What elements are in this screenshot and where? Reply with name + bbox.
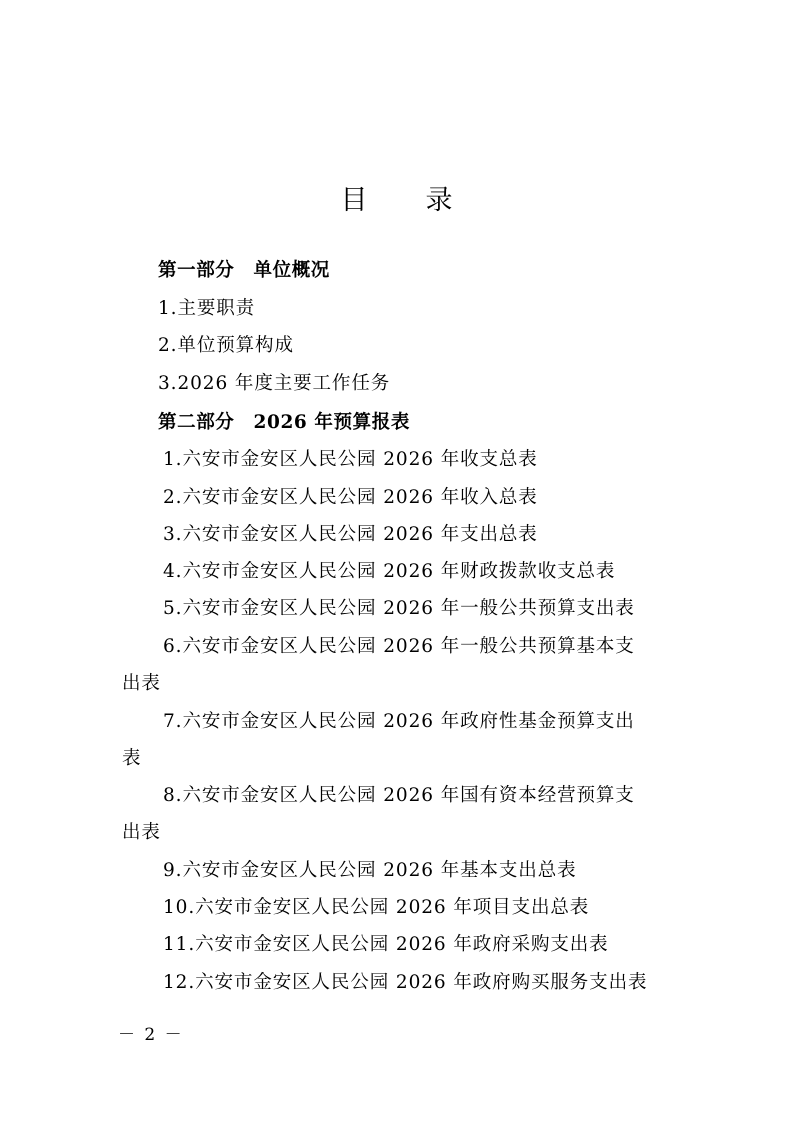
page-number: － 2 －	[118, 1025, 184, 1045]
toc-item: 6.六安市金安区人民公园 2026 年一般公共预算基本支	[163, 636, 635, 657]
toc-item: 1.六安市金安区人民公园 2026 年收支总表	[163, 449, 538, 470]
toc-item-continuation: 出表	[122, 673, 161, 694]
title-char-2: 录	[425, 185, 453, 216]
toc-item: 3.六安市金安区人民公园 2026 年支出总表	[163, 524, 538, 545]
toc-heading-part-2: 第二部分 2026 年预算报表	[158, 412, 410, 433]
toc-item: 1.主要职责	[158, 298, 256, 319]
toc-item: 8.六安市金安区人民公园 2026 年国有资本经营预算支	[163, 785, 635, 806]
title-char-1: 目	[340, 185, 368, 216]
toc-item: 3.2026 年度主要工作任务	[158, 373, 391, 394]
toc-item-continuation: 出表	[122, 822, 161, 843]
toc-item: 12.六安市金安区人民公园 2026 年政府购买服务支出表	[163, 972, 648, 993]
toc-item-continuation: 表	[122, 748, 142, 769]
toc-item: 9.六安市金安区人民公园 2026 年基本支出总表	[163, 860, 577, 881]
toc-item: 2.单位预算构成	[158, 335, 294, 356]
toc-item: 2.六安市金安区人民公园 2026 年收入总表	[163, 487, 538, 508]
toc-item: 5.六安市金安区人民公园 2026 年一般公共预算支出表	[163, 598, 635, 619]
toc-item: 7.六安市金安区人民公园 2026 年政府性基金预算支出	[163, 711, 635, 732]
page-title	[0, 178, 793, 217]
toc-item: 10.六安市金安区人民公园 2026 年项目支出总表	[163, 897, 590, 918]
toc-item: 4.六安市金安区人民公园 2026 年财政拨款收支总表	[163, 561, 616, 582]
toc-item: 11.六安市金安区人民公园 2026 年政府采购支出表	[163, 934, 609, 955]
toc-heading-part-1: 第一部分 单位概况	[158, 260, 330, 281]
